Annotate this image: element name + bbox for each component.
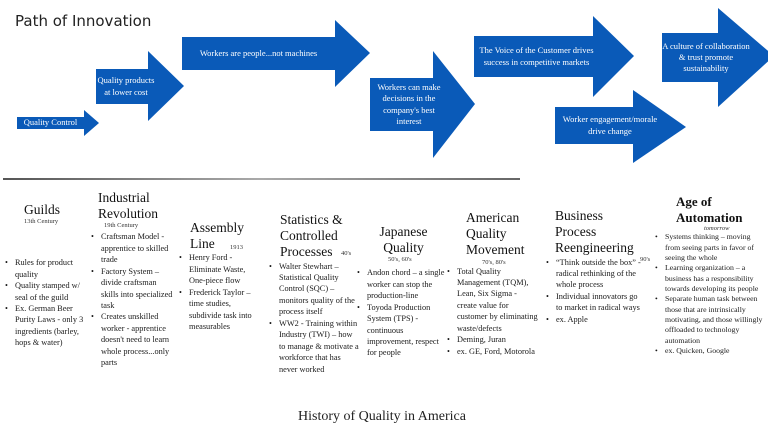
era-japanese-quality: [356, 190, 446, 359]
bullet-item: • Learning organization – a business has a responsibility towards developing its people: [665, 263, 764, 294]
bullet-item: • Henry Ford - Eliminate Waste, One-piece flow: [189, 252, 263, 286]
bullet-item: • ex. Apple: [556, 314, 643, 325]
arrow-workers-people: [182, 20, 370, 87]
era-bullets: [654, 232, 764, 356]
bullet-item: • “Think outside the box” - radical rethinking of the whole process: [556, 257, 643, 291]
bullet-item: • ex. GE, Ford, Motorola: [457, 346, 538, 357]
bullet-item: • Total Quality Management (TQM), Lean, Six Sigma - create value for customer by eliminating waste/defects: [457, 266, 538, 335]
arrow-label: Quality Control: [23, 117, 78, 128]
bullet-item: • Systems thinking – moving from seeing parts in favor of seeing the whole: [665, 232, 764, 263]
bullet-item: • ex. Quicken, Google: [665, 346, 764, 356]
era-period: 50's, 60's: [388, 256, 412, 264]
bullet-item: • Quality stamped w/ seal of the guild: [15, 280, 92, 303]
bullet-item: • Walter Stewhart – Statistical Quality Control (SQC) – monitors quality of the process itself: [279, 261, 360, 318]
era-period: 70's, 80's: [482, 258, 506, 266]
era-title: Assembly Line: [190, 220, 244, 252]
bullet-item: • Frederick Taylor – time studies, subdivide task into measurables: [189, 287, 263, 333]
era-title: Age of Automation: [676, 194, 743, 225]
arrow-label: Workers can make decisions in the company's best interest: [377, 82, 441, 126]
bullet-item: • Rules for product quality: [15, 257, 92, 280]
era-period: 40's: [341, 250, 352, 257]
bullet-item: • Separate human task between those that are intrinsically motivating, and those willingly offloaded to technology automation: [665, 294, 764, 346]
footer-title: History of Quality in America: [298, 409, 466, 424]
era-period: 90's: [640, 256, 651, 263]
era-title: Industrial Revolution: [98, 190, 158, 222]
era-bullets: [268, 261, 360, 375]
era-title: Japanese Quality: [379, 224, 428, 256]
era-bullets: [446, 266, 538, 358]
arrow-quality-control: [17, 110, 99, 136]
arrow-label: A culture of collaboration & trust promote sustainability: [662, 40, 750, 74]
era-title: Guilds: [24, 202, 61, 217]
bullet-item: • WW2 - Training within Industry (TWI) – how to manage & motivate a workforce that has never worked: [279, 318, 360, 375]
era-title: Business Process Reengineering: [555, 208, 634, 256]
bullet-item: • Individual innovators go to market in radical ways: [556, 291, 643, 314]
era-business-process: [545, 190, 651, 325]
arrow-label: Worker engagement/morale drive change: [562, 114, 658, 136]
era-bullets: [545, 257, 643, 326]
page-title: Path of Innovation: [15, 12, 152, 30]
era-age-of-automation: [654, 194, 764, 357]
era-bullets: [4, 257, 92, 349]
bullet-item: • Factory System – divide craftsman skills into specialized task: [101, 266, 174, 312]
arrow-culture-collaboration: [662, 8, 768, 107]
bullet-item: • Craftsman Model - apprentice to skilled trade: [101, 231, 174, 265]
arrow-quality-products: [96, 51, 184, 121]
arrow-workers-decisions: [370, 51, 475, 158]
era-title: American Quality Movement: [466, 210, 525, 258]
bullet-item: • Ex. German Beer Purity Laws - only 3 ingredients (barley, hops & water): [15, 303, 92, 349]
era-period: 13th Century: [24, 218, 59, 226]
era-title: Statistics & Controlled Processes: [280, 212, 343, 260]
timeline-divider-right: [3, 179, 520, 180]
bullet-item: • Deming, Juran: [457, 334, 538, 345]
era-bullets: [178, 252, 263, 332]
era-period: 1913: [230, 244, 243, 251]
era-bullets: [356, 267, 446, 359]
arrow-label: Quality products at lower cost: [97, 75, 155, 97]
bullet-item: • Andon chord – a single worker can stop the production-line: [367, 267, 446, 301]
era-american-quality: [446, 190, 538, 357]
era-bullets: [90, 231, 174, 368]
era-period: tomorrow: [704, 225, 730, 233]
bullet-item: • Creates unskilled worker - apprentice doesn't need to learn whole process...only parts: [101, 311, 174, 368]
arrow-voice-of-customer: [474, 16, 634, 97]
era-assembly-line: [178, 190, 263, 332]
arrow-label: The Voice of the Customer drives success in competitive markets: [479, 45, 594, 67]
era-statistics: [268, 190, 360, 375]
arrow-label: Workers are people...not machines: [199, 47, 318, 58]
era-period: 19th Century: [104, 222, 139, 230]
bullet-item: • Toyoda Production System (TPS) - continuous improvement, respect for people: [367, 302, 446, 359]
era-guilds: [4, 190, 92, 349]
era-industrial-revolution: [90, 190, 174, 369]
